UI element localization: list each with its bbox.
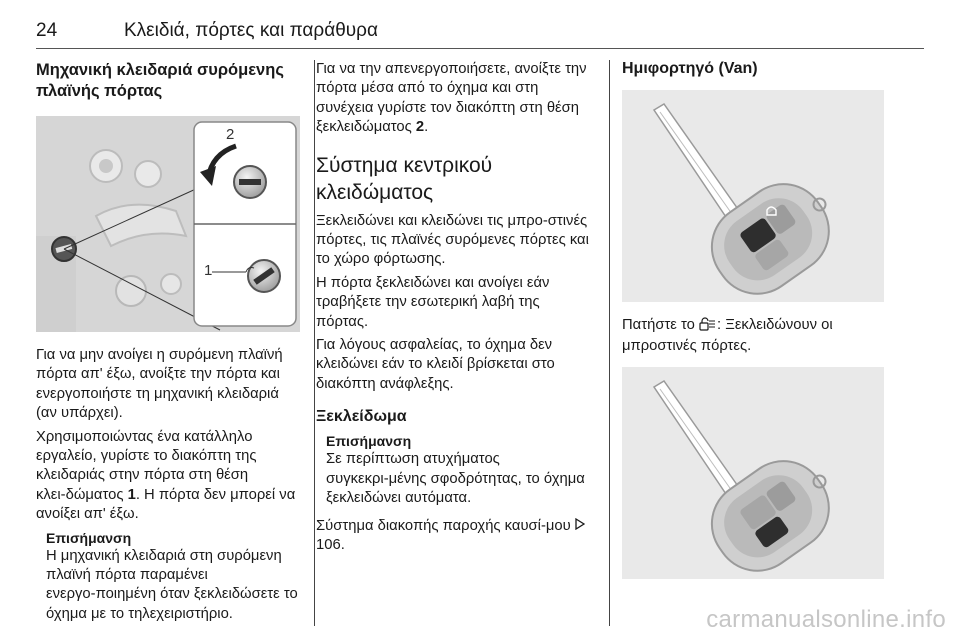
lock-position-ref: 1 (127, 486, 136, 503)
column-1 (36, 60, 300, 628)
paragraph-locks-doors: Ξεκλειδώνει και κλειδώνει τις μπρο‑στινές πόρτες, τις πλαϊνές συρόμενες πόρτες και το χώρο φόρτωσης. (316, 212, 589, 268)
note-block-1 (36, 529, 300, 625)
unlock-button-icon (699, 317, 717, 337)
column-divider-2 (609, 60, 610, 626)
page-header (36, 6, 924, 46)
column-3 (622, 60, 892, 628)
chapter-title: Κλειδιά, πόρτες και παράθυρα (124, 20, 378, 41)
caption-unlock-front (622, 316, 892, 357)
sliding-door-lock-illustration (36, 116, 300, 332)
subheading-van: Ημιφορτηγό (Van) (622, 60, 758, 77)
section-heading-mechanical-lock: Μηχανική κλειδαριά συρόμενης πλαϊνής πόρτας (36, 61, 284, 100)
fuel-cutoff-page: 106. (316, 536, 345, 553)
section-title-central-locking: Σύστημα κεντρικού κλειδώματος (316, 153, 493, 204)
key-fob-svg-1 (622, 90, 884, 302)
note-text: Η μηχανική κλειδαριά στη συρόμενη πλαϊνή πόρτα παραμένει ενεργο‑ποιημένη όταν ξεκλειδώσετε το όχημα με το τηλεχειριστήριο. (46, 547, 298, 622)
paragraph-deactivate (316, 60, 594, 138)
page-reference-icon (575, 517, 585, 536)
paragraph-inner-handle: Η πόρτα ξεκλειδώνει και ανοίγει εάν τραβήξετε την εσωτερική λαβή της πόρτας. (316, 274, 550, 330)
subheading-unlocking: Ξεκλείδωμα (316, 408, 407, 426)
page-number: 24 (36, 20, 58, 41)
paragraph-use-tool-text: Χρησιμοποιώντας ένα κατάλληλο εργαλείο, γυρίστε το διακόπτη της κλειδαριάς στην πόρτα στη θέση κλει‑δώματος (36, 428, 257, 503)
paragraph-deactivate-text: Για να την απενεργοποιήσετε, ανοίξτε την πόρτα μέσα από το όχημα και στη συνέχεια γυρίστε τον διακόπτη στη θέση ξεκλειδώματος (316, 61, 587, 136)
figure-label-2: 2 (226, 126, 235, 143)
key-fob-illustration-2 (622, 367, 884, 579)
paragraph-prevent-opening: Για να μην ανοίγει η συρόμενη πλαϊνή πόρτα απ' έξω, ανοίξτε την πόρτα και ενεργοποιήστε τη μηχανική κλειδαριά (αν υπάρχει). (36, 347, 283, 422)
note-block-2 (316, 432, 594, 508)
note-title: Επισήμανση (46, 529, 132, 546)
header-rule (36, 48, 924, 49)
paragraph-use-tool (36, 428, 300, 525)
paragraph-use-tool-tail: . Η πόρτα δεν μπορεί να ανοίξει απ' έξω. (36, 486, 296, 523)
caption-unlock-front-text: Πατήστε το (622, 317, 699, 333)
key-fob-svg-2 (622, 367, 884, 579)
note-title: Επισήμανση (326, 433, 412, 450)
key-fob-illustration-1 (622, 90, 884, 302)
paragraph-deactivate-tail: . (424, 119, 429, 136)
paragraph-fuel-cutoff (316, 517, 594, 556)
note-text: Σε περίπτωση ατυχήματος συγκεκρι‑μένης σφοδρότητας, το όχημα ξεκλειδώνει αυτόματα. (326, 451, 585, 507)
figure-label-1: 1 (204, 262, 213, 279)
fuel-cutoff-text: Σύστημα διακοπής παροχής καυσί‑μου (316, 517, 575, 534)
column-2 (316, 60, 594, 628)
unlock-position-ref: 2 (415, 119, 425, 136)
column-divider-1 (314, 60, 315, 626)
paragraph-safety: Για λόγους ασφαλείας, το όχημα δεν κλειδώνει εάν το κλειδί βρίσκεται στο διακόπτη ανάφλεξης. (316, 337, 555, 392)
lock-diagram-svg (36, 116, 300, 332)
footer-watermark: carmanualsonline.info (706, 606, 946, 633)
caption-unlock-front-tail: : Ξεκλειδώνουν οι μπροστινές πόρτες. (622, 317, 833, 355)
